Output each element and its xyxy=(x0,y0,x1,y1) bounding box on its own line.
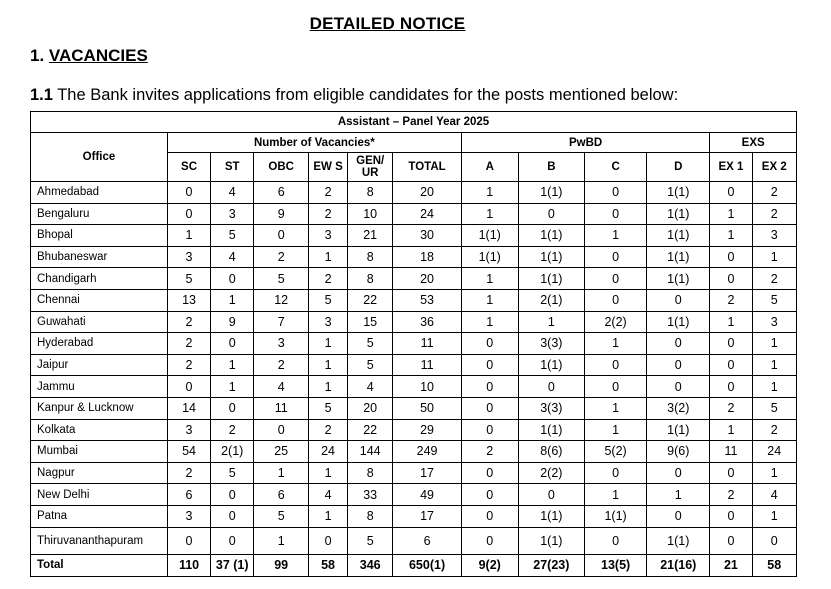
office-cell: Hyderabad xyxy=(31,333,168,355)
office-header: Office xyxy=(31,133,168,182)
value-cell: 7 xyxy=(254,311,309,333)
value-cell: 18 xyxy=(393,246,461,268)
total-value: 9(2) xyxy=(461,554,518,576)
value-cell: 8(6) xyxy=(518,441,584,463)
value-cell: 1 xyxy=(647,484,710,506)
value-cell: 0 xyxy=(211,505,254,527)
value-cell: 1 xyxy=(710,225,752,247)
value-cell: 5 xyxy=(211,462,254,484)
value-cell: 0 xyxy=(461,484,518,506)
value-cell: 12 xyxy=(254,289,309,311)
value-cell: 0 xyxy=(647,462,710,484)
value-cell: 8 xyxy=(348,246,393,268)
column-header: B xyxy=(518,153,584,182)
value-cell: 1(1) xyxy=(647,203,710,225)
value-cell: 0 xyxy=(167,527,210,554)
value-cell: 11 xyxy=(710,441,752,463)
value-cell: 22 xyxy=(348,289,393,311)
column-header: GEN/ UR xyxy=(348,153,393,182)
section-heading xyxy=(30,46,148,66)
value-cell: 2 xyxy=(309,182,348,204)
value-cell: 9(6) xyxy=(647,441,710,463)
value-cell: 2 xyxy=(710,484,752,506)
value-cell: 33 xyxy=(348,484,393,506)
value-cell: 0 xyxy=(167,203,210,225)
value-cell: 1 xyxy=(752,333,797,355)
table-row xyxy=(31,289,797,311)
value-cell: 3 xyxy=(167,505,210,527)
value-cell: 0 xyxy=(647,376,710,398)
value-cell: 1(1) xyxy=(647,225,710,247)
office-cell: Nagpur xyxy=(31,462,168,484)
value-cell: 2 xyxy=(752,182,797,204)
value-cell: 49 xyxy=(393,484,461,506)
value-cell: 1 xyxy=(752,505,797,527)
value-cell: 0 xyxy=(647,354,710,376)
value-cell: 0 xyxy=(710,354,752,376)
value-cell: 0 xyxy=(585,527,647,554)
value-cell: 3(3) xyxy=(518,333,584,355)
value-cell: 2 xyxy=(167,311,210,333)
table-row xyxy=(31,527,797,554)
value-cell: 1 xyxy=(752,246,797,268)
column-header: C xyxy=(585,153,647,182)
value-cell: 1 xyxy=(710,203,752,225)
value-cell: 1(1) xyxy=(518,225,584,247)
value-cell: 0 xyxy=(647,333,710,355)
value-cell: 1 xyxy=(752,376,797,398)
value-cell: 0 xyxy=(710,505,752,527)
office-cell: New Delhi xyxy=(31,484,168,506)
value-cell: 5 xyxy=(752,289,797,311)
table-row xyxy=(31,268,797,290)
value-cell: 1 xyxy=(752,354,797,376)
value-cell: 0 xyxy=(585,289,647,311)
value-cell: 5 xyxy=(752,397,797,419)
value-cell: 249 xyxy=(393,441,461,463)
value-cell: 0 xyxy=(710,376,752,398)
value-cell: 53 xyxy=(393,289,461,311)
value-cell: 2 xyxy=(254,354,309,376)
office-cell: Patna xyxy=(31,505,168,527)
total-value: 27(23) xyxy=(518,554,584,576)
table-row xyxy=(31,246,797,268)
table-row xyxy=(31,182,797,204)
value-cell: 29 xyxy=(393,419,461,441)
value-cell: 3 xyxy=(752,225,797,247)
value-cell: 36 xyxy=(393,311,461,333)
table-row xyxy=(31,376,797,398)
value-cell: 5(2) xyxy=(585,441,647,463)
value-cell: 1 xyxy=(461,311,518,333)
value-cell: 8 xyxy=(348,268,393,290)
value-cell: 1(1) xyxy=(518,246,584,268)
value-cell: 1 xyxy=(254,527,309,554)
total-value: 650(1) xyxy=(393,554,461,576)
value-cell: 1 xyxy=(585,419,647,441)
value-cell: 11 xyxy=(393,333,461,355)
value-cell: 1 xyxy=(585,484,647,506)
value-cell: 1 xyxy=(309,246,348,268)
table-row xyxy=(31,441,797,463)
value-cell: 1 xyxy=(710,311,752,333)
value-cell: 0 xyxy=(167,182,210,204)
value-cell: 3 xyxy=(211,203,254,225)
value-cell: 2 xyxy=(167,462,210,484)
value-cell: 0 xyxy=(585,268,647,290)
value-cell: 3 xyxy=(309,225,348,247)
table-row xyxy=(31,311,797,333)
vacancies-group-header: Number of Vacancies* xyxy=(167,133,461,153)
office-cell: Ahmedabad xyxy=(31,182,168,204)
value-cell: 8 xyxy=(348,505,393,527)
value-cell: 54 xyxy=(167,441,210,463)
table-row xyxy=(31,225,797,247)
value-cell: 0 xyxy=(254,419,309,441)
value-cell: 2 xyxy=(461,441,518,463)
office-cell: Bhubaneswar xyxy=(31,246,168,268)
value-cell: 5 xyxy=(167,268,210,290)
total-value: 37 (1) xyxy=(211,554,254,576)
value-cell: 20 xyxy=(393,268,461,290)
value-cell: 3 xyxy=(167,246,210,268)
office-cell: Bengaluru xyxy=(31,203,168,225)
total-value: 99 xyxy=(254,554,309,576)
value-cell: 6 xyxy=(393,527,461,554)
value-cell: 2 xyxy=(309,419,348,441)
value-cell: 10 xyxy=(348,203,393,225)
value-cell: 2 xyxy=(752,203,797,225)
value-cell: 4 xyxy=(309,484,348,506)
value-cell: 1 xyxy=(710,419,752,441)
value-cell: 14 xyxy=(167,397,210,419)
value-cell: 0 xyxy=(461,419,518,441)
value-cell: 2 xyxy=(752,419,797,441)
table-row xyxy=(31,419,797,441)
value-cell: 6 xyxy=(254,182,309,204)
total-value: 21 xyxy=(710,554,752,576)
table-row xyxy=(31,484,797,506)
column-header: EX 2 xyxy=(752,153,797,182)
value-cell: 2 xyxy=(710,289,752,311)
value-cell: 0 xyxy=(585,376,647,398)
value-cell: 0 xyxy=(461,354,518,376)
column-header: TOTAL xyxy=(393,153,461,182)
value-cell: 5 xyxy=(309,289,348,311)
value-cell: 8 xyxy=(348,182,393,204)
value-cell: 2 xyxy=(211,419,254,441)
total-value: 58 xyxy=(752,554,797,576)
value-cell: 0 xyxy=(211,268,254,290)
value-cell: 0 xyxy=(585,246,647,268)
value-cell: 1 xyxy=(461,203,518,225)
value-cell: 1 xyxy=(461,289,518,311)
office-cell: Kolkata xyxy=(31,419,168,441)
value-cell: 0 xyxy=(461,505,518,527)
value-cell: 2(1) xyxy=(211,441,254,463)
value-cell: 0 xyxy=(710,462,752,484)
office-cell: Kanpur & Lucknow xyxy=(31,397,168,419)
value-cell: 0 xyxy=(461,376,518,398)
value-cell: 6 xyxy=(167,484,210,506)
value-cell: 3 xyxy=(167,419,210,441)
value-cell: 1(1) xyxy=(647,419,710,441)
value-cell: 5 xyxy=(211,225,254,247)
table-row xyxy=(31,333,797,355)
value-cell: 1(1) xyxy=(518,268,584,290)
office-cell: Bhopal xyxy=(31,225,168,247)
total-value: 58 xyxy=(309,554,348,576)
value-cell: 1 xyxy=(309,333,348,355)
column-header: ST xyxy=(211,153,254,182)
table-row xyxy=(31,462,797,484)
value-cell: 30 xyxy=(393,225,461,247)
value-cell: 0 xyxy=(461,397,518,419)
value-cell: 5 xyxy=(254,505,309,527)
column-header: EW S xyxy=(309,153,348,182)
value-cell: 1(1) xyxy=(647,268,710,290)
value-cell: 1 xyxy=(309,462,348,484)
value-cell: 13 xyxy=(167,289,210,311)
value-cell: 2 xyxy=(254,246,309,268)
value-cell: 1 xyxy=(518,311,584,333)
value-cell: 1 xyxy=(211,376,254,398)
value-cell: 4 xyxy=(348,376,393,398)
value-cell: 0 xyxy=(211,484,254,506)
value-cell: 17 xyxy=(393,505,461,527)
value-cell: 1 xyxy=(585,225,647,247)
value-cell: 3 xyxy=(309,311,348,333)
value-cell: 1(1) xyxy=(518,354,584,376)
value-cell: 11 xyxy=(393,354,461,376)
value-cell: 4 xyxy=(752,484,797,506)
value-cell: 1 xyxy=(461,268,518,290)
value-cell: 2 xyxy=(309,203,348,225)
intro-number: 1.1 xyxy=(30,86,53,104)
value-cell: 0 xyxy=(461,527,518,554)
value-cell: 5 xyxy=(348,527,393,554)
value-cell: 0 xyxy=(461,462,518,484)
value-cell: 1 xyxy=(211,354,254,376)
office-cell: Mumbai xyxy=(31,441,168,463)
value-cell: 3 xyxy=(752,311,797,333)
table-row xyxy=(31,397,797,419)
value-cell: 10 xyxy=(393,376,461,398)
value-cell: 9 xyxy=(254,203,309,225)
value-cell: 0 xyxy=(585,462,647,484)
value-cell: 2(2) xyxy=(585,311,647,333)
value-cell: 1(1) xyxy=(647,311,710,333)
total-label: Total xyxy=(31,554,168,576)
value-cell: 1 xyxy=(461,182,518,204)
office-cell: Jammu xyxy=(31,376,168,398)
value-cell: 5 xyxy=(309,397,348,419)
value-cell: 2 xyxy=(167,354,210,376)
table-row xyxy=(31,505,797,527)
value-cell: 4 xyxy=(254,376,309,398)
value-cell: 25 xyxy=(254,441,309,463)
value-cell: 2 xyxy=(309,268,348,290)
value-cell: 1 xyxy=(309,376,348,398)
value-cell: 1(1) xyxy=(647,182,710,204)
office-cell: Jaipur xyxy=(31,354,168,376)
value-cell: 0 xyxy=(585,182,647,204)
value-cell: 9 xyxy=(211,311,254,333)
office-cell: Chennai xyxy=(31,289,168,311)
value-cell: 5 xyxy=(254,268,309,290)
value-cell: 0 xyxy=(710,527,752,554)
value-cell: 24 xyxy=(393,203,461,225)
column-header: EX 1 xyxy=(710,153,752,182)
column-header: A xyxy=(461,153,518,182)
value-cell: 0 xyxy=(211,333,254,355)
value-cell: 0 xyxy=(710,333,752,355)
value-cell: 1(1) xyxy=(585,505,647,527)
value-cell: 144 xyxy=(348,441,393,463)
value-cell: 1 xyxy=(309,354,348,376)
value-cell: 1(1) xyxy=(461,225,518,247)
value-cell: 0 xyxy=(518,376,584,398)
value-cell: 0 xyxy=(254,225,309,247)
column-header: OBC xyxy=(254,153,309,182)
value-cell: 1(1) xyxy=(647,246,710,268)
value-cell: 0 xyxy=(211,397,254,419)
office-cell: Thiruvananthapuram xyxy=(31,527,168,554)
value-cell: 24 xyxy=(309,441,348,463)
value-cell: 2 xyxy=(752,268,797,290)
value-cell: 4 xyxy=(211,246,254,268)
value-cell: 0 xyxy=(710,182,752,204)
value-cell: 1(1) xyxy=(518,419,584,441)
total-value: 346 xyxy=(348,554,393,576)
section-title: VACANCIES xyxy=(48,46,148,65)
total-value: 21(16) xyxy=(647,554,710,576)
value-cell: 24 xyxy=(752,441,797,463)
value-cell: 3(2) xyxy=(647,397,710,419)
value-cell: 50 xyxy=(393,397,461,419)
value-cell: 20 xyxy=(393,182,461,204)
total-value: 13(5) xyxy=(585,554,647,576)
exs-group-header: EXS xyxy=(710,133,797,153)
table-caption: Assistant – Panel Year 2025 xyxy=(31,112,797,133)
value-cell: 0 xyxy=(647,289,710,311)
intro-text: The Bank invites applications from eligible candidates for the posts mentioned below: xyxy=(52,86,679,104)
value-cell: 0 xyxy=(752,527,797,554)
value-cell: 0 xyxy=(585,203,647,225)
value-cell: 1(1) xyxy=(461,246,518,268)
value-cell: 5 xyxy=(348,354,393,376)
value-cell: 2(2) xyxy=(518,462,584,484)
value-cell: 1 xyxy=(309,505,348,527)
total-value: 110 xyxy=(167,554,210,576)
value-cell: 1(1) xyxy=(518,182,584,204)
value-cell: 1(1) xyxy=(647,527,710,554)
value-cell: 1 xyxy=(167,225,210,247)
value-cell: 0 xyxy=(461,333,518,355)
value-cell: 1 xyxy=(752,462,797,484)
value-cell: 0 xyxy=(518,484,584,506)
value-cell: 1(1) xyxy=(518,505,584,527)
value-cell: 4 xyxy=(211,182,254,204)
value-cell: 3 xyxy=(254,333,309,355)
value-cell: 0 xyxy=(518,203,584,225)
value-cell: 0 xyxy=(710,246,752,268)
value-cell: 5 xyxy=(348,333,393,355)
section-number: 1. xyxy=(30,46,45,65)
value-cell: 0 xyxy=(309,527,348,554)
value-cell: 22 xyxy=(348,419,393,441)
value-cell: 15 xyxy=(348,311,393,333)
value-cell: 6 xyxy=(254,484,309,506)
intro-paragraph xyxy=(30,86,678,105)
value-cell: 1 xyxy=(585,397,647,419)
table-row xyxy=(31,354,797,376)
office-cell: Chandigarh xyxy=(31,268,168,290)
value-cell: 8 xyxy=(348,462,393,484)
value-cell: 0 xyxy=(211,527,254,554)
value-cell: 2 xyxy=(167,333,210,355)
value-cell: 21 xyxy=(348,225,393,247)
column-header: SC xyxy=(167,153,210,182)
value-cell: 3(3) xyxy=(518,397,584,419)
value-cell: 0 xyxy=(585,354,647,376)
value-cell: 1(1) xyxy=(518,527,584,554)
value-cell: 20 xyxy=(348,397,393,419)
value-cell: 17 xyxy=(393,462,461,484)
column-header: D xyxy=(647,153,710,182)
table-row xyxy=(31,203,797,225)
document-title: DETAILED NOTICE xyxy=(309,14,466,33)
vacancy-table xyxy=(30,111,797,577)
total-row xyxy=(31,554,797,576)
value-cell: 11 xyxy=(254,397,309,419)
value-cell: 1 xyxy=(254,462,309,484)
value-cell: 2 xyxy=(710,397,752,419)
value-cell: 0 xyxy=(167,376,210,398)
value-cell: 1 xyxy=(585,333,647,355)
value-cell: 1 xyxy=(211,289,254,311)
office-cell: Guwahati xyxy=(31,311,168,333)
value-cell: 2(1) xyxy=(518,289,584,311)
pwbd-group-header: PwBD xyxy=(461,133,710,153)
value-cell: 0 xyxy=(647,505,710,527)
value-cell: 0 xyxy=(710,268,752,290)
